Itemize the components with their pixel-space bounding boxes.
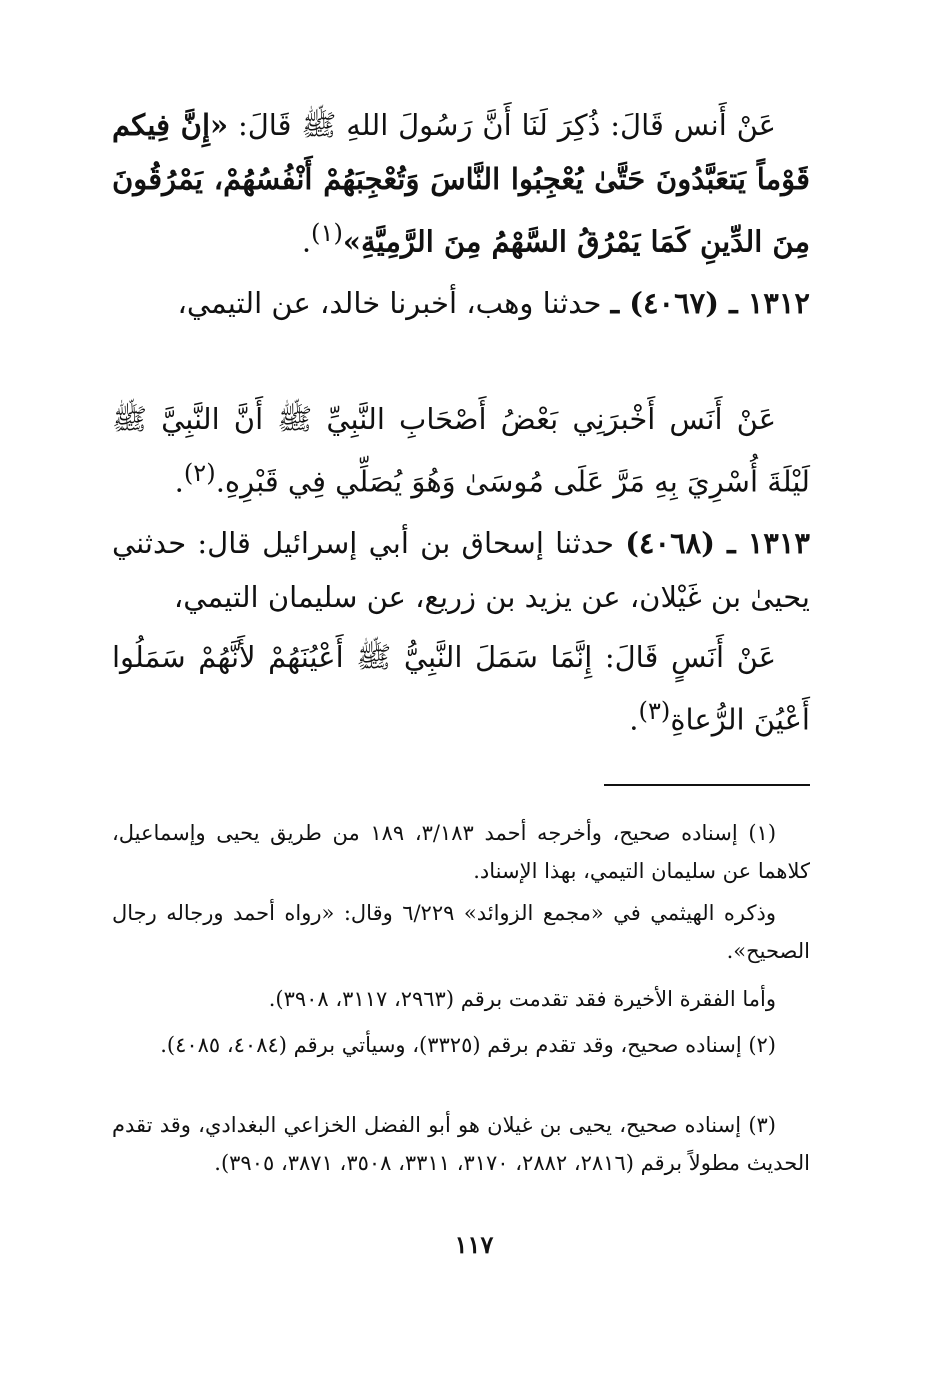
footnote-2: (٢) إسناده صحيح، وقد تقدم برقم (٣٣٢٥)، وسيأتي برقم (٤٠٨٤، ٤٠٨٥). (160, 1033, 776, 1057)
chain-paragraph-1312 (112, 276, 810, 330)
hadith-1-quote: «إِنَّ فِيكم قَوْماً يَتعَبَّدُونَ حَتَّىٰ يُعْجِبُوا النَّاسَ وَتُعْجِبَهُمْ أَنْفُسُهُمْ، يَمْرُقُونَ مِنَ الدِّينِ كَمَا يَمْرُقُ السَّهْمُ مِنَ الرَّمِيَّةِ» (112, 108, 810, 259)
hadith-2-text: عَنْ أَنَس أَخْبرَنِي بَعْضُ أَصْحَابِ النَّبِيِّ ﷺ أَنَّ النَّبِيَّ ﷺ لَيْلَةَ أُسْرِيَ بِهِ مَرَّ عَلَى مُوسَىٰ وَهُوَ يُصَلِّي فِي قَبْرِهِ. (112, 402, 810, 499)
hadith-2-end: . (174, 464, 184, 499)
hadith-number-1312: ١٣١٢ ـ (٤٠٦٧) ـ (610, 286, 810, 320)
hadith-paragraph-3 (112, 630, 810, 747)
chain-paragraph-1313 (112, 516, 810, 624)
hadith-1-end: . (301, 224, 312, 259)
page-number: ١١٧ (454, 1230, 494, 1259)
footnote-mark-3: (٣) (638, 697, 671, 725)
footnote-1-continued: وذكره الهيثمي في «مجمع الزوائد» ٦/٢٢٩ وقال: «رواه أحمد ورجاله رجال الصحيح». (112, 901, 810, 963)
chain-text-1312: حدثنا وهب، أخبرنا خالد، عن التيمي، (177, 286, 611, 320)
footnote-1: (١) إسناده صحيح، وأخرجه أحمد ٣/١٨٣، ١٨٩ من طريق يحيى وإسماعيل، كلاهما عن سليمان التيمي، بهذا الإسناد. (112, 821, 810, 883)
footnote-mark-2: (٢) (183, 459, 216, 487)
hadith-3-end: . (629, 702, 639, 737)
footnote-1-last-part: وأما الفقرة الأخيرة فقد تقدمت برقم (٢٩٦٣، ٣١١٧، ٣٩٠٨). (268, 987, 776, 1011)
footnote-3: (٣) إسناده صحيح، يحيى بن غيلان هو أبو الفضل الخزاعي البغدادي، وقد تقدم الحديث مطولاً برقم (٢٨١٦، ٢٨٨٢، ٣١٧٠، ٣٣١١، ٣٥٠٨، ٣٨٧١، ٣٩٠٥). (112, 1113, 810, 1175)
chain-text-1313: حدثنا إسحاق بن أبي إسرائيل قال: حدثني يحيىٰ بن غَيْلان، عن يزيد بن زريع، عن سليمان التيمي، (112, 526, 810, 614)
hadith-paragraph-1 (112, 98, 810, 269)
hadith-number-1313: ١٣١٣ ـ (٤٠٦٨) (625, 526, 810, 560)
footnote-mark-1: (١) (311, 219, 343, 247)
hadith-3-text: عَنْ أَنَسٍ قَالَ: إِنَّمَا سَمَلَ النَّبِيُّ ﷺ أَعْيُنَهُمْ لأَنَّهُمْ سَمَلُوا أَعْيُنَ الرُّعاةِ (112, 640, 810, 737)
hadith-paragraph-2 (112, 392, 810, 509)
hadith-1-intro: عَنْ أَنس قَالَ: ذُكِرَ لَنَا أَنَّ رَسُولَ اللهِ ﷺ قَالَ: (228, 108, 776, 142)
footnote-separator (604, 784, 810, 786)
